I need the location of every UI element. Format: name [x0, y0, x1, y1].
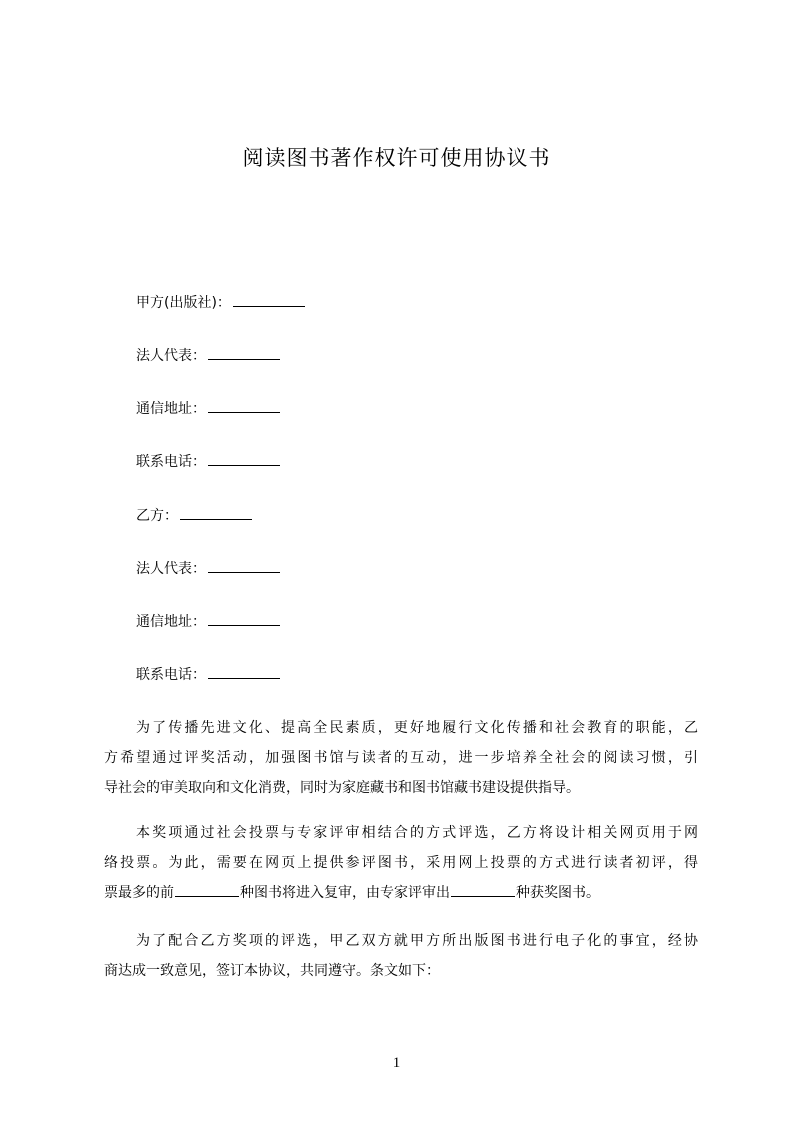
party-a-address-blank[interactable] — [208, 398, 280, 413]
paragraph-voting — [104, 818, 698, 908]
text-segment: 种图书将进入复审，由专家评审出 — [240, 885, 450, 901]
party-a-name-blank[interactable] — [233, 292, 305, 307]
party-a-name-label: 甲方(出版社)： — [136, 295, 231, 311]
paragraph-line: 导社会的审美取向和文化消费，同时为家庭藏书和图书馆藏书建设提供指导。 — [104, 780, 580, 796]
paragraph-purpose — [104, 713, 698, 803]
party-b-rep-label: 法人代表： — [136, 561, 206, 577]
text-segment: 票最多的前 — [104, 885, 174, 901]
paragraph-line: 络投票。为此，需要在网页上提供参评图书，采用网上投票的方式进行读者初评，得 — [104, 855, 698, 871]
party-a-address-field — [136, 398, 280, 419]
page-number: 1 — [392, 1055, 401, 1071]
party-b-name-blank[interactable] — [180, 505, 252, 520]
party-b-name-field — [136, 505, 252, 526]
party-b-phone-blank[interactable] — [208, 664, 280, 679]
party-b-rep-blank[interactable] — [208, 558, 280, 573]
paragraph-line: 商达成一致意见，签订本协议，共同遵守。条文如下： — [104, 963, 440, 979]
text-segment: 种获奖图书。 — [516, 885, 600, 901]
paragraph-line — [104, 878, 698, 908]
party-b-name-label: 乙方： — [136, 508, 178, 524]
party-b-address-label: 通信地址： — [136, 614, 206, 630]
paragraph-line: 本奖项通过社会投票与专家评审相结合的方式评选，乙方将设计相关网页用于网 — [136, 825, 698, 841]
party-a-address-label: 通信地址： — [136, 401, 206, 417]
paragraph-line: 方希望通过评奖活动，加强图书馆与读者的互动，进一步培养全社会的阅读习惯，引 — [104, 750, 698, 766]
winner-count-blank[interactable] — [451, 882, 515, 897]
party-a-rep-field — [136, 345, 280, 366]
party-b-rep-field — [136, 558, 280, 579]
party-b-phone-field — [136, 664, 280, 685]
party-b-address-field — [136, 611, 280, 632]
party-b-phone-label: 联系电话： — [136, 667, 206, 683]
party-b-address-blank[interactable] — [208, 611, 280, 626]
party-a-phone-field — [136, 451, 280, 472]
party-a-phone-blank[interactable] — [208, 451, 280, 466]
paragraph-line: 为了配合乙方奖项的评选，甲乙双方就甲方所出版图书进行电子化的事宜，经协 — [136, 933, 698, 949]
party-a-name-field — [136, 292, 305, 313]
paragraph-line: 为了传播先进文化、提高全民素质，更好地履行文化传播和社会教育的职能，乙 — [136, 720, 698, 736]
paragraph-agreement — [104, 926, 698, 986]
page-title: 阅读图书著作权许可使用协议书 — [242, 146, 551, 170]
party-a-rep-label: 法人代表： — [136, 348, 206, 364]
party-a-rep-blank[interactable] — [208, 345, 280, 360]
party-a-phone-label: 联系电话： — [136, 454, 206, 470]
finalist-count-blank[interactable] — [175, 882, 239, 897]
